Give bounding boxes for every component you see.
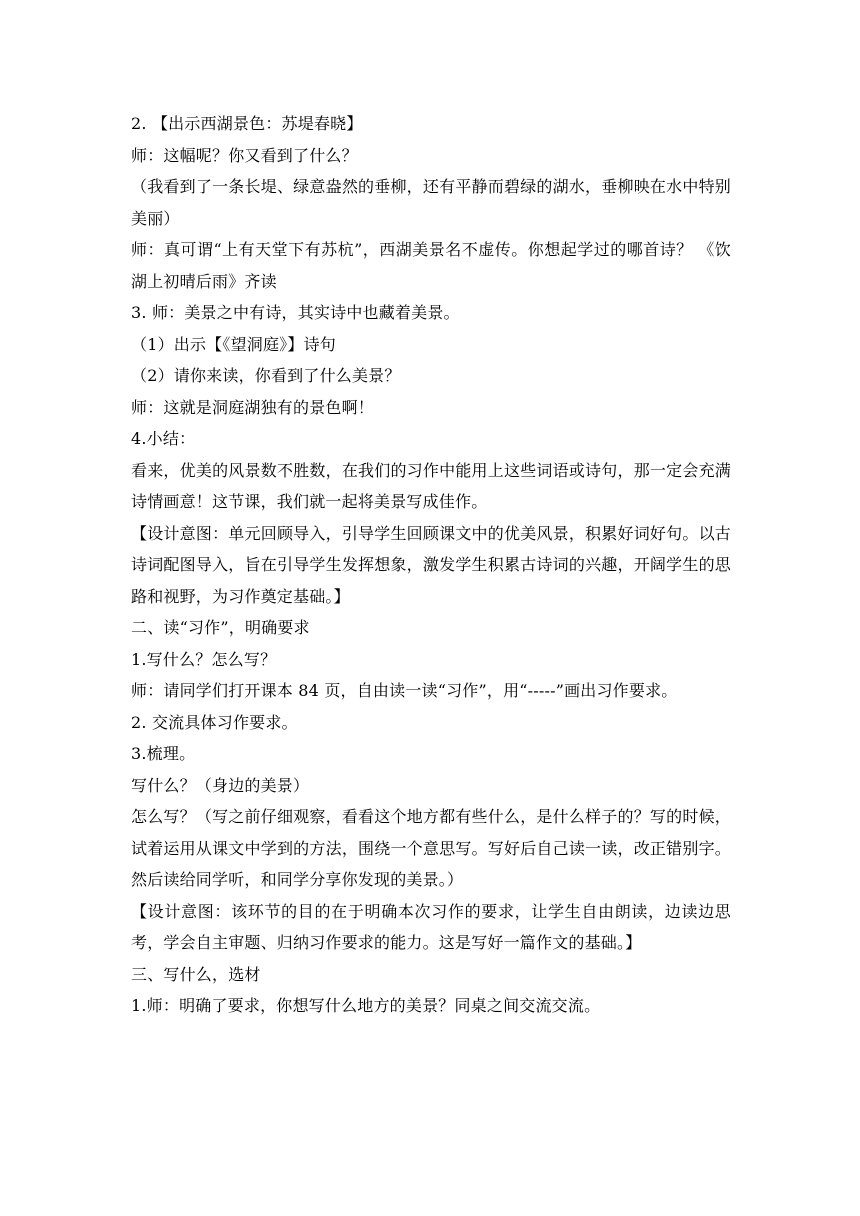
paragraph-step-2-west-lake: 2. 【出示西湖景色：苏堤春晓】 [131,114,363,133]
paragraph-design-intent-1: 【设计意图：单元回顾导入，引导学生回顾课文中的优美风景，积累好词好句。以古诗词配图导入，旨在引导学生发挥想象，激发学生积累古诗词的兴趣，开阔学生的思路和视野，为习作奠定基础。】 [131,523,731,606]
paragraph-teacher-dongting: 师：这就是洞庭湖独有的景色啊！ [131,397,375,417]
paragraph-open-textbook: 师：请同学们打开课本 84 页，自由读一读“习作”，用“-----”画出习作要求。 [131,681,678,700]
document-body [131,108,731,1022]
paragraph-step-3-2: （2）请你来读，你看到了什么美景？ [131,366,401,385]
paragraph-what-how: 1.写什么？怎么写？ [131,649,277,669]
paragraph-teacher-poem: 师：真可谓“上有天堂下有苏杭”，西湖美景名不虚传。你想起学过的哪首诗？ 《饮湖上初晴后雨》齐读 [131,240,731,291]
paragraph-step-3-1: （1）出示【《望洞庭》】诗句 [131,334,336,354]
paragraph-teacher-question: 师：这幅呢？你又看到了什么？ [131,145,358,165]
paragraph-what-to-write: 写什么？（身边的美景） [131,775,310,795]
paragraph-choose-material: 1.师：明确了要求，你想写什么地方的美景？同桌之间交流交流。 [131,996,601,1015]
paragraph-how-to-write: 怎么写？（写之前仔细观察，看看这个地方都有些什么，是什么样子的？写的时候，试着运用从课文中学到的方法，围绕一个意思写。写好后自己读一读，改正错别字。然后读给同学听，和同学分享你发现的美景。） [131,807,731,889]
paragraph-design-intent-2: 【设计意图：该环节的目的在于明确本次习作的要求，让学生自由朗读，边读边思考，学会自主审题、归纳习作要求的能力。这是写好一篇作文的基础。】 [131,901,731,952]
paragraph-summary-heading: 4.小结： [131,429,196,448]
paragraph-student-answer: （我看到了一条长堤、绿意盎然的垂柳，还有平静而碧绿的湖水，垂柳映在水中特别美丽） [131,177,731,228]
paragraph-exchange-requirements: 2. 交流具体习作要求。 [131,712,298,732]
section-heading-3: 三、写什么，选材 [131,964,261,984]
paragraph-summary: 看来，优美的风景数不胜数，在我们的习作中能用上这些词语或诗句，那一定会充满诗情画意！这节课，我们就一起将美景写成佳作。 [131,460,731,511]
paragraph-step-3: 3. 师：美景之中有诗，其实诗中也藏着美景。 [131,303,460,322]
paragraph-sort-out: 3.梳理。 [131,744,196,763]
section-heading-2: 二、读“习作”，明确要求 [131,618,310,637]
